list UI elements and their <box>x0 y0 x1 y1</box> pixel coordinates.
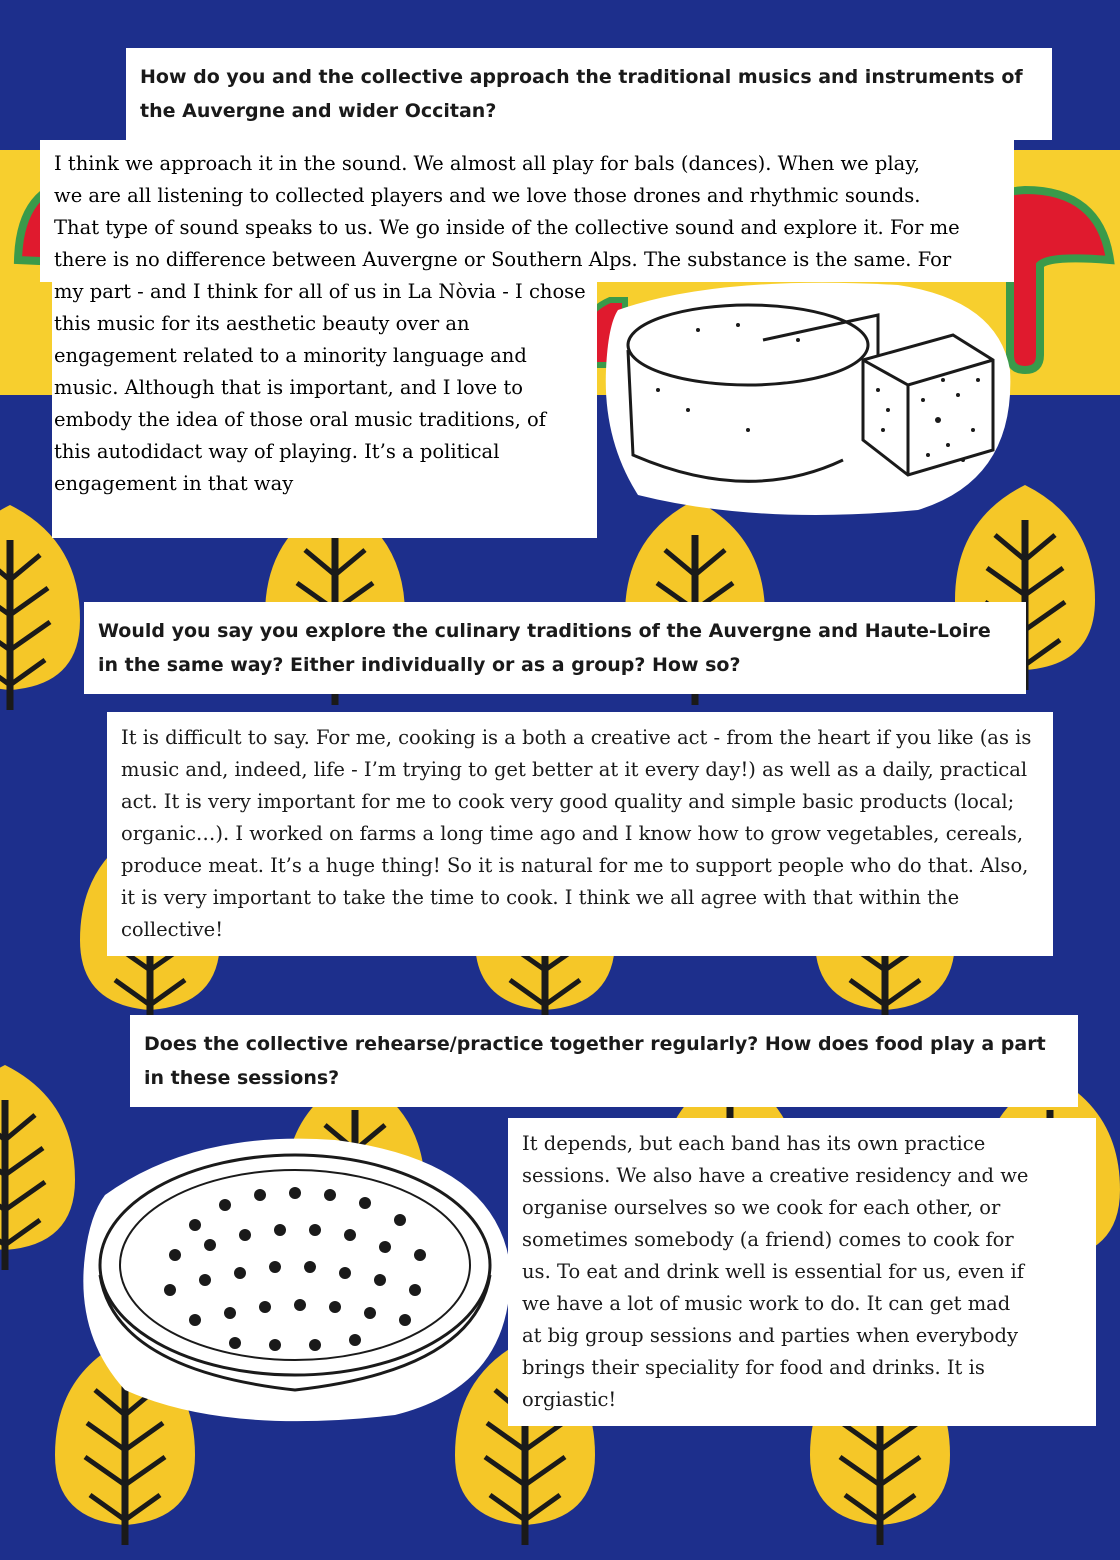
question-3 <box>130 1015 1078 1107</box>
answer-1-line: engagement in that way <box>54 472 294 495</box>
answer-2-line: music and, indeed, life - I’m trying to get better at it every day!) as well as a daily, practical <box>121 758 1028 781</box>
answer-2 <box>107 712 1053 956</box>
answer-1-text <box>44 148 960 500</box>
answer-1-line: That type of sound speaks to us. We go inside of the collective sound and explore it. For me <box>54 216 960 239</box>
answer-3-line: organise ourselves so we cook for each other, or <box>522 1196 1001 1219</box>
answer-2-line: organic…). I worked on farms a long time ago and I know how to grow vegetables, cereals, <box>121 822 1024 845</box>
question-1-line: How do you and the collective approach the traditional musics and instruments of <box>140 66 1023 88</box>
answer-3-line: at big group sessions and parties when everybody <box>522 1324 1018 1347</box>
answer-1-line: I think we approach it in the sound. We almost all play for bals (dances). When we play, <box>54 152 920 175</box>
answer-2-line: produce meat. It’s a huge thing! So it is natural for me to support people who do that. Also, <box>121 854 1029 877</box>
answer-1-line: music. Although that is important, and I love to <box>54 376 523 399</box>
tart-drawing <box>75 1135 515 1425</box>
answer-3-line: we have a lot of music work to do. It can get mad <box>522 1292 1011 1315</box>
answer-2-line: It is difficult to say. For me, cooking is a both a creative act - from the heart if you like (as is <box>121 726 1032 749</box>
answer-3-line: us. To eat and drink well is essential for us, even if <box>522 1260 1024 1283</box>
question-2-line: in the same way? Either individually or as a group? How so? <box>98 654 741 676</box>
answer-1-line: we are all listening to collected players and we love those drones and rhythmic sounds. <box>54 184 921 207</box>
answer-2-line: it is very important to take the time to cook. I think we all agree with that within the <box>121 886 960 909</box>
leaf-icon <box>0 1060 85 1275</box>
answer-3 <box>508 1118 1096 1426</box>
answer-3-line: sometimes somebody (a friend) comes to cook for <box>522 1228 1014 1251</box>
question-2-line: Would you say you explore the culinary traditions of the Auvergne and Haute-Loire <box>98 620 991 642</box>
question-3-line: Does the collective rehearse/practice together regularly? How does food play a part <box>144 1033 1046 1055</box>
answer-3-line: It depends, but each band has its own practice <box>522 1132 986 1155</box>
answer-1-line: this music for its aesthetic beauty over an <box>54 312 470 335</box>
question-2 <box>84 602 1026 694</box>
question-3-line: in these sessions? <box>144 1067 340 1089</box>
question-1-line: the Auvergne and wider Occitan? <box>140 100 497 122</box>
answer-1-line: this autodidact way of playing. It’s a political <box>54 440 500 463</box>
answer-1-line: there is no difference between Auvergne or Southern Alps. The substance is the same. For <box>54 248 952 271</box>
answer-1-line: my part - and I think for all of us in La Nòvia - I chose <box>54 280 586 303</box>
answer-3-line: sessions. We also have a creative residency and we <box>522 1164 1029 1187</box>
answer-3-line: brings their speciality for food and drinks. It is <box>522 1356 985 1379</box>
question-1 <box>126 48 1052 140</box>
answer-1-line: embody the idea of those oral music traditions, of <box>54 408 546 431</box>
answer-2-line: act. It is very important for me to cook very good quality and simple basic products (local; <box>121 790 1015 813</box>
answer-2-line: collective! <box>121 918 224 941</box>
answer-3-line: orgiastic! <box>522 1388 617 1411</box>
answer-1-line: engagement related to a minority language and <box>54 344 527 367</box>
